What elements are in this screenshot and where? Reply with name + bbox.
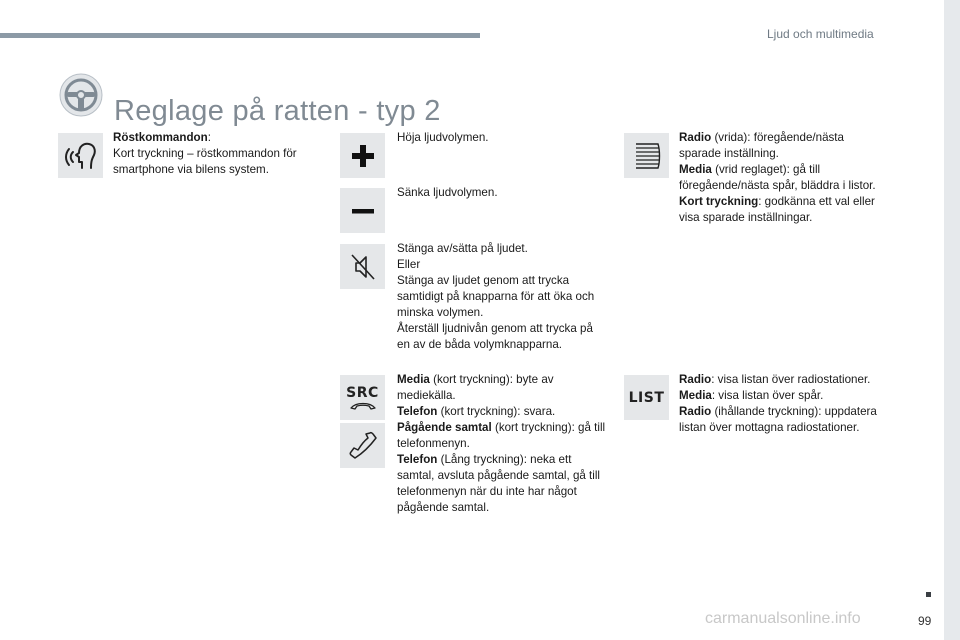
src-bold-1: Media: [397, 373, 430, 386]
thumbwheel-icon-box: [624, 133, 669, 178]
list-button-icon-box: [624, 375, 669, 420]
mute-line-1: Stänga av/sätta på ljudet.: [397, 242, 528, 255]
src-bold-2: Telefon: [397, 405, 438, 418]
src-bold-4: Telefon: [397, 453, 438, 466]
wheel-bold-3: Kort tryckning: [679, 195, 759, 208]
minus-icon: [350, 198, 376, 224]
thumbwheel-description: [679, 130, 879, 226]
voice-command-icon-box: [58, 133, 103, 178]
volume-up-description: Höja ljudvolymen.: [397, 131, 489, 144]
mute-line-3: Stänga av ljudet genom att trycka samtidigt på knapparna för att öka och minska volymen.: [397, 274, 595, 319]
src-button-icon-box: [340, 375, 385, 420]
wheel-text-2: (vrid reglaget): gå till föregående/nästa spår, bläddra i listor.: [679, 163, 876, 192]
header-rule: [0, 33, 480, 38]
list-button-icon: LIST: [628, 389, 665, 406]
thumbwheel-icon: [631, 141, 663, 171]
src-label: SRC: [346, 384, 379, 401]
mute-speaker-icon: [347, 251, 379, 283]
phone-handset-icon: [348, 431, 378, 461]
section-label: Ljud och multimedia: [767, 27, 874, 41]
steering-wheel-icon: [58, 72, 104, 118]
mute-line-2: Eller: [397, 258, 421, 271]
src-phone-button-icon: [348, 401, 378, 411]
src-text-1: (kort tryckning): byte av mediekälla.: [397, 373, 554, 402]
list-bold-1: Radio: [679, 373, 712, 386]
plus-icon: [350, 143, 376, 169]
voice-command-icon: [65, 140, 97, 172]
list-text-2: : visa listan över spår.: [711, 389, 824, 402]
mute-description: [397, 241, 607, 353]
mute-icon-box: [340, 244, 385, 289]
wheel-text-3: : godkänna ett val eller visa sparade inställningar.: [679, 195, 875, 224]
wheel-text-1: (vrida): föregående/nästa sparade inställning.: [679, 131, 844, 160]
list-text-1: : visa listan över radiostationer.: [711, 373, 871, 386]
src-text-3: (kort tryckning): gå till telefonmenyn.: [397, 421, 606, 450]
volume-up-icon-box: [340, 133, 385, 178]
voice-command-description: [113, 130, 328, 178]
wheel-bold-1: Radio: [679, 131, 712, 144]
src-phone-description: [397, 372, 607, 516]
watermark: carmanualsonline.info: [705, 610, 861, 627]
wheel-bold-2: Media: [679, 163, 712, 176]
volume-down-description: Sänka ljudvolymen.: [397, 186, 498, 199]
list-description: [679, 372, 889, 436]
voice-command-heading: Röstkommandon: [113, 131, 208, 144]
mute-line-4: Återställ ljudnivån genom att trycka på en av de båda volymknapparna.: [397, 322, 593, 351]
phone-icon-box: [340, 423, 385, 468]
page-title: Reglage på ratten - typ 2: [114, 95, 441, 128]
page-edge-strip: [944, 0, 960, 640]
volume-down-icon-box: [340, 188, 385, 233]
list-bold-2: Media: [679, 389, 712, 402]
src-bold-3: Pågående samtal: [397, 421, 492, 434]
page-number: 99: [918, 614, 932, 628]
src-text-4: (Lång tryckning): neka ett samtal, avsluta pågående samtal, gå till telefonmenyn när du inte har något pågående samtal.: [397, 453, 601, 514]
voice-command-text: Kort tryckning – röstkommandon för smartphone via bilens system.: [113, 147, 297, 176]
src-text-2: (kort tryckning): svara.: [437, 405, 556, 418]
footer-marker: [926, 592, 931, 597]
voice-command-colon: :: [207, 131, 211, 144]
list-text-3: (ihållande tryckning): uppdatera listan över mottagna radiostationer.: [679, 405, 877, 434]
list-bold-3: Radio: [679, 405, 712, 418]
